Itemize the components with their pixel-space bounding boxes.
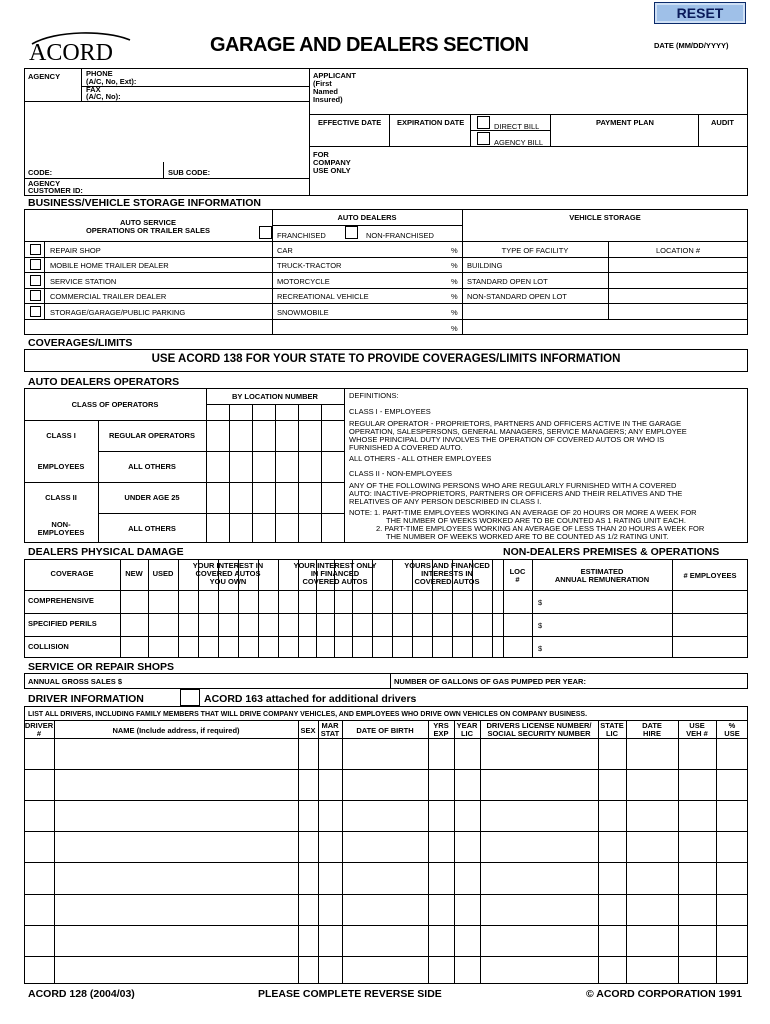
annual-remuneration-label: ANNUAL REMUNERATION [554,575,650,584]
driver-section-title: DRIVER INFORMATION [28,693,144,705]
used-label: USED [152,569,174,578]
ssn-label: SOCIAL SECURITY NUMBER [487,729,591,738]
non-franchised-label: NON-FRANCHISED [366,231,434,240]
new-label: NEW [125,569,143,578]
agency-bill-checkbox[interactable] [477,132,490,145]
hire-label: HIRE [643,729,661,738]
service-section-title: SERVICE OR REPAIR SHOPS [28,661,175,673]
storage-left-checkbox[interactable] [30,290,41,301]
facility-item: BUILDING [467,261,503,270]
coverage-label: COVERAGE [50,569,94,578]
non-franchised-checkbox[interactable] [345,226,358,239]
def-any-3: RELATIVES OF ANY PERSON DESCRIBED IN CLASS I. [349,497,542,506]
non-label: NON- [51,520,71,529]
name-label: NAME (Include address, if required) [112,726,240,735]
date-label: DATE (MM/DD/YYYY) [654,41,729,50]
def-note-2: THE NUMBER OF WEEKS WORKED ARE TO BE COUNTED AS 1 RATING UNIT EACH. [386,516,686,525]
def-any-2: AUTO: INACTIVE-PROPRIETORS, PARTNERS OR OFFICERS AND THEIR RELATIVES AND THE [349,489,683,498]
regular-operators-label: REGULAR OPERATORS [109,431,195,440]
coverages-notice: USE ACORD 138 FOR YOUR STATE TO PROVIDE COVERAGES/LIMITS INFORMATION [151,353,621,365]
dollar-2: $ [538,621,543,630]
def-all-others: ALL OTHERS - ALL OTHER EMPLOYEES [349,454,492,463]
location-num-label: LOCATION # [655,246,701,255]
applicant-sub3-label: Insured) [313,95,343,104]
year-label: YEAR [456,721,478,730]
for-company-label: FOR [313,150,329,159]
payment-plan-label: PAYMENT PLAN [596,118,654,127]
all-others-label: ALL OTHERS [128,462,176,471]
agency-label: AGENCY [28,72,61,81]
storage-left-checkbox[interactable] [30,259,41,270]
mar-label: MAR [321,721,339,730]
dollar-1: $ [538,598,543,607]
interest-only-2: IN FINANCED [310,569,360,578]
interest-only-3: COVERED AUTOS [302,577,368,586]
coverages-section-title: COVERAGES/LIMITS [28,337,133,349]
date-hire-label: DATE [642,721,662,730]
def-any-1: ANY OF THE FOLLOWING PERSONS WHO ARE REGULARLY FURNISHED WITH A COVERED [349,481,677,490]
dob-label: DATE OF BIRTH [356,726,414,735]
def-regular-3: WHOSE PRINCIPAL DUTY INVOLVES THE OPERATION OF COVERED AUTOS OR WHO IS [349,435,665,444]
effective-date-label: EFFECTIVE DATE [318,118,382,127]
veh-label: VEH # [686,729,708,738]
gross-sales-label: ANNUAL GROSS SALES $ [28,677,123,686]
storage-left-item: REPAIR SHOP [50,246,101,255]
reset-label: RESET [676,5,724,21]
sub-code-label: SUB CODE: [168,168,211,177]
dollar-3: $ [538,644,543,653]
def-regular-4: FURNISHED A COVERED AUTO. [349,443,463,452]
fax-label: FAX [86,85,101,94]
auto-dealers-label: AUTO DEALERS [337,213,397,222]
facility-item: STANDARD OPEN LOT [467,277,548,286]
definitions-label: DEFINITIONS: [349,391,399,400]
your-interest-2: COVERED AUTOS [195,569,261,578]
def-regular-1: REGULAR OPERATOR - PROPRIETORS, PARTNERS AND OFFICERS ACTIVE IN THE GARAGE [349,419,682,428]
for-company3-label: USE ONLY [313,166,351,175]
dealer-item: MOTORCYCLE [277,277,330,286]
dealer-item: SNOWMOBILE [277,308,329,317]
driver-num-label: DRIVER [24,721,54,730]
service-section [24,673,748,689]
auto-service-label: AUTO SERVICE [120,218,176,227]
physical-section-title: DEALERS PHYSICAL DAMAGE [28,546,184,558]
applicant-label: APPLICANT [313,71,356,80]
gallons-label: NUMBER OF GALLONS OF GAS PUMPED PER YEAR: [394,677,586,686]
facility-item: NON-STANDARD OPEN LOT [467,292,567,301]
storage-left-item: COMMERCIAL TRAILER DEALER [50,292,167,301]
storage-left-checkbox[interactable] [30,275,41,286]
def-class1: CLASS I - EMPLOYEES [349,407,431,416]
fax-sub-label: (A/C, No): [86,92,121,101]
stat-label: STAT [320,729,340,738]
expiration-date-label: EXPIRATION DATE [397,118,465,127]
yours-financed-3: COVERED AUTOS [414,577,480,586]
your-interest-3: YOU OWN [209,577,247,586]
storage-left-checkbox[interactable] [30,244,41,255]
loc2-label: # [515,575,520,584]
type-of-facility-label: TYPE OF FACILITY [501,246,569,255]
dealer-pct: % [451,277,458,286]
agency-bill-label: AGENCY BILL [494,138,544,147]
dealer-pct: % [451,261,458,270]
license-label: DRIVERS LICENSE NUMBER/ [486,721,592,730]
phone-sub-label: (A/C, No, Ext): [86,77,137,86]
non-employees-label: EMPLOYEES [37,528,85,537]
driver-table [24,706,748,984]
operators-section-title: AUTO DEALERS OPERATORS [28,376,180,388]
def-regular-2: OPERATION, SALESPERSONS, GENERAL MANAGERS, SERVICE MANAGERS; ANY EMPLOYEE [349,427,687,436]
loc-label: LOC [509,567,526,576]
all-others2-label: ALL OTHERS [128,524,176,533]
storage-left-item: STORAGE/GARAGE/PUBLIC PARKING [50,308,186,317]
comprehensive-label: COMPREHENSIVE [28,596,94,605]
pct-label: % [728,721,736,730]
storage-left-checkbox[interactable] [30,306,41,317]
pct-use-label: USE [724,729,740,738]
applicant-sub2-label: Named [313,87,339,96]
num-employees-label: # EMPLOYEES [683,571,737,580]
for-company2-label: COMPANY [313,158,351,167]
code-label: CODE: [28,168,53,177]
form-id: ACORD 128 (2004/03) [28,988,135,1000]
use-label: USE [689,721,705,730]
state-lic-label: LIC [605,729,619,738]
audit-label: AUDIT [711,118,734,127]
reset-button[interactable] [654,2,746,24]
agency-customer2-label: CUSTOMER ID: [28,186,83,195]
copyright: © ACORD CORPORATION 1991 [586,988,742,1000]
def-class2: CLASS II - NON-EMPLOYEES [349,469,452,478]
exp-label: EXP [433,729,449,738]
dealer-pct: % [451,324,458,333]
auto-service2-label: OPERATIONS OR TRAILER SALES [85,226,211,235]
non-dealers-section-title: NON-DEALERS PREMISES & OPERATIONS [503,546,720,558]
direct-bill-label: DIRECT BILL [494,122,540,131]
dealer-pct: % [451,246,458,255]
form-title: GARAGE AND DEALERS SECTION [210,34,529,56]
acord163-checkbox[interactable] [180,689,200,706]
year-lic-label: LIC [460,729,474,738]
yours-financed-1: YOURS AND FINANCED [404,561,490,570]
storage-section-title: BUSINESS/VEHICLE STORAGE INFORMATION [28,197,261,209]
yrs-label: YRS [433,721,449,730]
collision-label: COLLISION [28,642,69,651]
dealer-pct: % [451,292,458,301]
yours-financed-2: INTERESTS IN [421,569,473,578]
class1-label: CLASS I [46,431,76,440]
reverse-notice: PLEASE COMPLETE REVERSE SIDE [258,988,442,1000]
applicant-sub-label: (First [313,79,332,88]
storage-left-item: SERVICE STATION [50,277,117,286]
specified-perils-label: SPECIFIED PERILS [28,619,97,628]
state-label: STATE [600,721,624,730]
def-note-4: THE NUMBER OF WEEKS WORKED ARE TO BE COUNTED AS 1/2 RATING UNIT. [386,532,669,541]
class-of-operators-label: CLASS OF OPERATORS [71,400,159,409]
vehicle-storage-label: VEHICLE STORAGE [569,213,641,222]
class2-label: CLASS II [45,493,77,502]
sex-label: SEX [300,726,316,735]
driver-num2-label: # [36,729,42,738]
agency-customer-label: AGENCY [28,179,61,188]
direct-bill-checkbox[interactable] [477,116,490,129]
employees-label: EMPLOYEES [37,462,85,471]
franchised-label: FRANCHISED [277,231,326,240]
interest-only-1: YOUR INTEREST ONLY [293,561,377,570]
dealer-item: RECREATIONAL VEHICLE [277,292,369,301]
dealer-pct: % [451,308,458,317]
header-section [24,68,748,196]
under25-label: UNDER AGE 25 [124,493,180,502]
storage-left-item: MOBILE HOME TRAILER DEALER [50,261,169,270]
dealer-item: CAR [277,246,293,255]
def-note-3: 2. PART-TIME EMPLOYEES WORKING AN AVERAGE OF LESS THAN 20 HOURS A WEEK FOR [376,524,705,533]
def-note-1: NOTE: 1. PART-TIME EMPLOYEES WORKING AN AVERAGE OF 20 HOURS OR MORE A WEEK FOR [349,508,697,517]
driver-instructions: LIST ALL DRIVERS, INCLUDING FAMILY MEMBERS THAT WILL DRIVE COMPANY VEHICLES, AND EMPLOYEES WHO DRIVE OWN VEHICLES ON COMPANY BUSINESS. [28,711,588,718]
estimated-label: ESTIMATED [580,567,624,576]
phone-label: PHONE [86,69,113,78]
by-location-label: BY LOCATION NUMBER [232,392,318,401]
acord163-label: ACORD 163 attached for additional drivers [204,693,417,705]
logo-text: ACORD [29,40,114,66]
dealer-item: TRUCK-TRACTOR [277,261,342,270]
acord-logo [26,32,136,68]
your-interest-1: YOUR INTEREST IN [192,561,264,570]
